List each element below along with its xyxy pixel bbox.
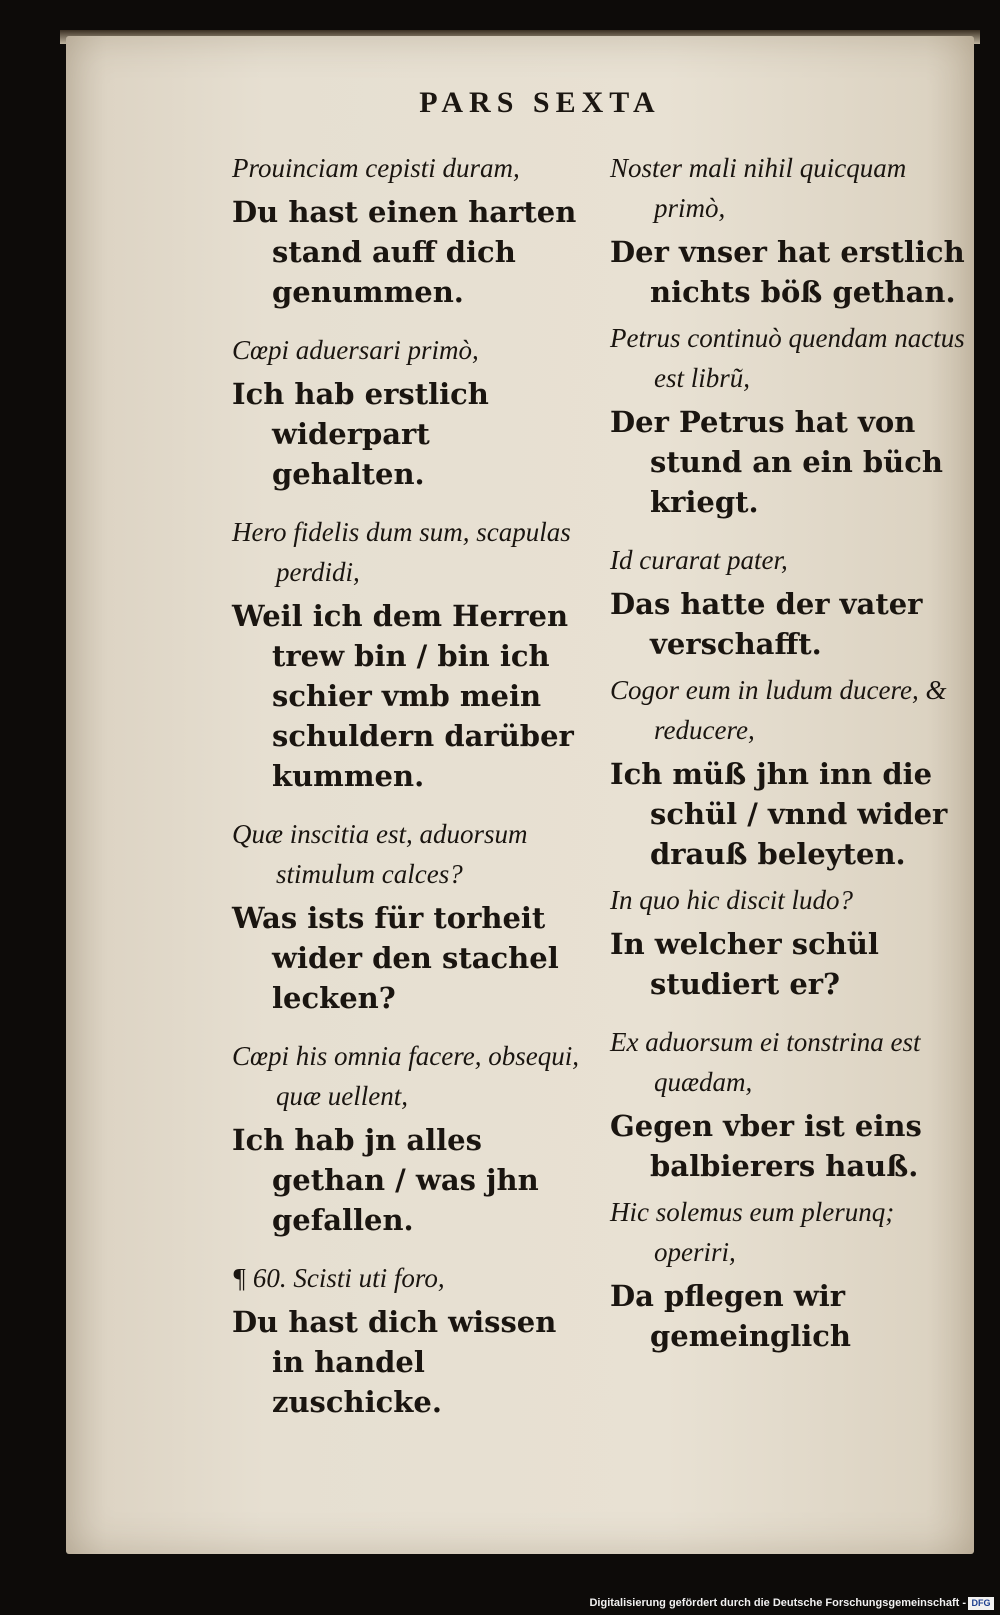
german-translation: Der Petrus hat von stund an ein büch kriegt. (610, 405, 943, 519)
german-translation: Gegen vber ist eins balbierers hauß. (610, 1109, 922, 1183)
latin-phrase: Id curarat pater, (610, 545, 788, 575)
latin-phrase: Cœpi his omnia facere, obsequi, quæ uellent, (232, 1041, 579, 1111)
latin-phrase: Noster mali nihil quicquam primò, (610, 153, 907, 223)
german-translation: Du hast einen harten stand auff dich genummen. (232, 195, 577, 309)
latin-phrase: Quæ inscitia est, aduorsum stimulum calces? (232, 819, 528, 889)
entry (610, 540, 965, 664)
entry (610, 880, 965, 1004)
dfg-logo: DFG (968, 1597, 994, 1610)
latin-phrase: Hic solemus eum plerunq; operiri, (610, 1197, 895, 1267)
running-header: PARS SEXTA (419, 86, 661, 119)
german-translation: Ich hab erstlich widerpart gehalten. (232, 377, 489, 491)
entry (232, 148, 592, 312)
entry (232, 512, 592, 796)
german-translation: Ich müß jhn inn die schül / vnnd wider drauß beleyten. (610, 757, 948, 871)
latin-phrase: Petrus continuò quendam nactus est librũ, (610, 323, 965, 393)
latin-phrase: In quo hic discit ludo? (610, 885, 853, 915)
latin-phrase: ¶ 60. Scisti uti foro, (232, 1263, 445, 1293)
german-translation: Das hatte der vater verschafft. (610, 587, 923, 661)
latin-phrase: Hero fidelis dum sum, scapulas perdidi, (232, 517, 571, 587)
entry (610, 1022, 965, 1186)
latin-phrase: Prouinciam cepisti duram, (232, 153, 520, 183)
left-column (232, 148, 592, 1422)
latin-phrase: Ex aduorsum ei tonstrina est quædam, (610, 1027, 921, 1097)
entry (610, 1192, 965, 1356)
german-translation: Was ists für torheit wider den stachel lecken? (232, 901, 559, 1015)
entry (232, 1258, 592, 1422)
latin-phrase: Cœpi aduersari primò, (232, 335, 479, 365)
german-translation: Ich hab jn alles gethan / was jhn gefallen. (232, 1123, 539, 1237)
entry (610, 148, 965, 312)
entry (610, 318, 965, 522)
latin-phrase: Cogor eum in ludum ducere, & reducere, (610, 675, 947, 745)
digitization-credit: Digitalisierung gefördert durch die Deutsche Forschungsgemeinschaft - (589, 1597, 966, 1609)
entry (610, 670, 965, 874)
german-translation: Der vnser hat erstlich nichts böß gethan. (610, 235, 965, 309)
entry (232, 330, 592, 494)
german-translation: In welcher schül studiert er? (610, 927, 879, 1001)
right-column (610, 148, 965, 1356)
german-translation: Weil ich dem Herren trew bin / bin ich schier vmb mein schuldern darüber kummen. (232, 599, 574, 793)
german-translation: Da pflegen wir gemeinglich (610, 1279, 852, 1353)
german-translation: Du hast dich wissen in handel zuschicke. (232, 1305, 557, 1419)
entry (232, 1036, 592, 1240)
entry (232, 814, 592, 1018)
